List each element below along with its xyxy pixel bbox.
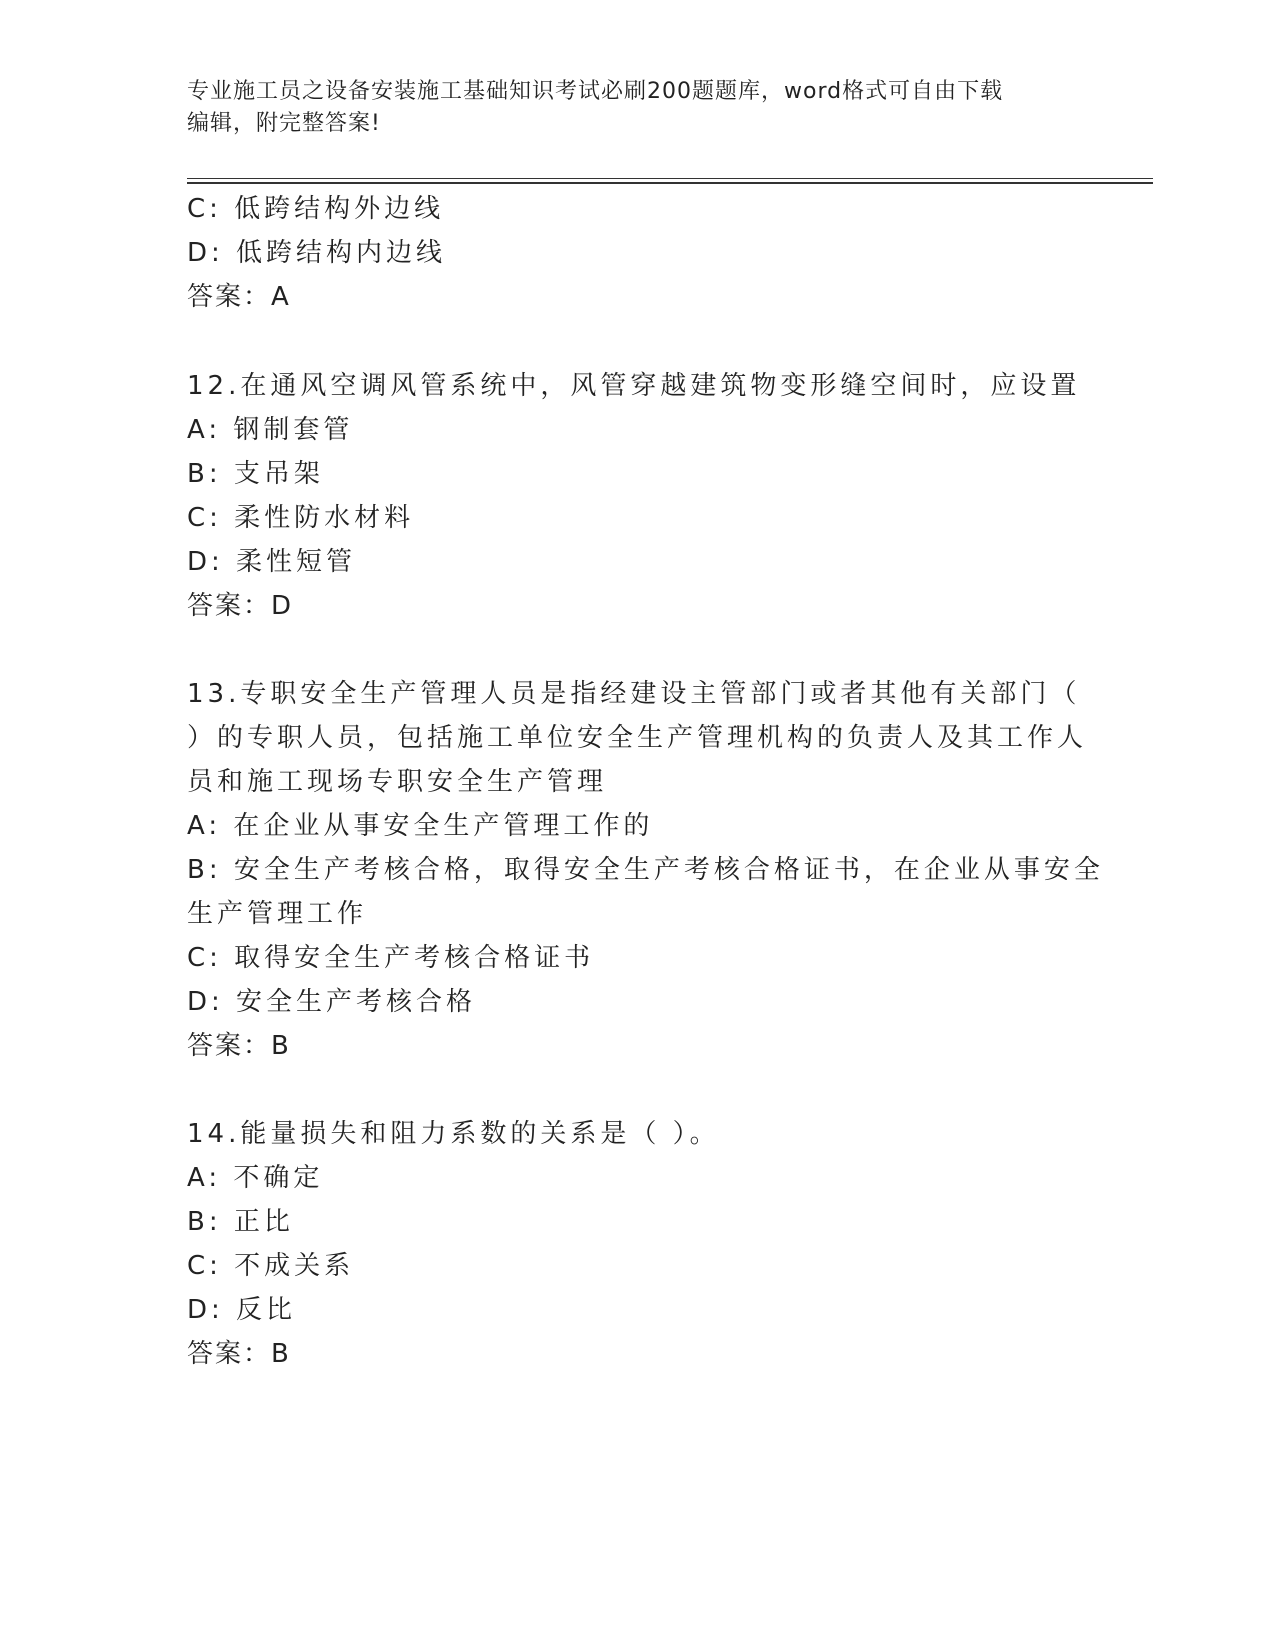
q12-answer: 答案：D [187,591,294,621]
q11-option-c: C: 低跨结构外边线 [187,194,445,224]
q14-option-a: A: 不确定 [187,1163,324,1193]
q12-option-a: A: 钢制套管 [187,415,354,445]
q13-question-line-1: 13.专职安全生产管理人员是指经建设主管部门或者其他有关部门（ [187,679,1081,709]
q14-question: 14.能量损失和阻力系数的关系是（ ）。 [187,1119,720,1149]
q14-answer: 答案：B [187,1339,291,1369]
q13-question-line-3: 员和施工现场专职安全生产管理 [187,767,608,797]
q11-answer: 答案：A [187,282,291,312]
q13-option-b-line-1: B: 安全生产考核合格，取得安全生产考核合格证书，在企业从事安全 [187,855,1104,885]
header-title-line-1: 专业施工员之设备安装施工基础知识考试必刷200题题库，word格式可自由下载 [187,79,1004,104]
q14-option-d: D: 反比 [187,1295,297,1325]
q14-option-c: C: 不成关系 [187,1251,355,1281]
header-divider-thick [187,182,1153,184]
header-divider-thin [187,178,1153,179]
q12-option-d: D: 柔性短管 [187,547,357,577]
q13-question-line-2: ）的专职人员，包括施工单位安全生产管理机构的负责人及其工作人 [187,723,1088,753]
q13-option-a: A: 在企业从事安全生产管理工作的 [187,811,654,841]
q13-option-c: C: 取得安全生产考核合格证书 [187,943,595,973]
q12-question: 12.在通风空调风管系统中，风管穿越建筑物变形缝空间时，应设置 [187,371,1081,401]
header-title-line-2: 编辑，附完整答案! [187,111,381,136]
q12-option-b: B: 支吊架 [187,459,324,489]
q14-option-b: B: 正比 [187,1207,294,1237]
q13-answer: 答案：B [187,1031,291,1061]
q12-option-c: C: 柔性防水材料 [187,503,415,533]
q11-option-d: D: 低跨结构内边线 [187,238,447,268]
q13-option-b-line-2: 生产管理工作 [187,899,368,929]
q13-option-d: D: 安全生产考核合格 [187,987,477,1017]
document-header [187,76,1067,140]
